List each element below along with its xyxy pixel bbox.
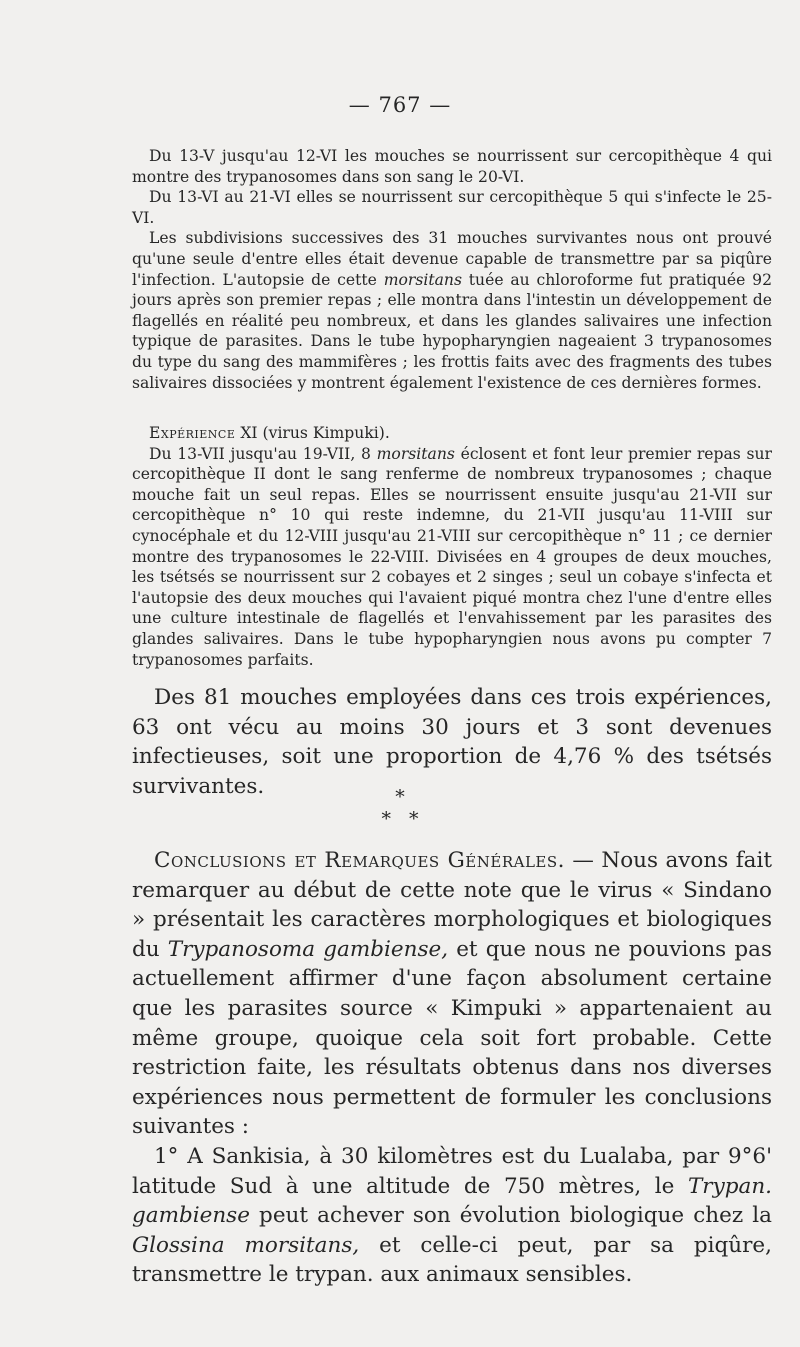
paragraph: Du 13-VII jusqu'au 19-VII, 8 morsitans éclosent et font leur premier repas sur cercopithèque II dont le sang renferme de nombreux trypanosomes ; chaque mouche fait un seul repas. Elles se nourrissent ensuite jusqu'au 21-VII sur cercopithèque n° 10 qui reste indemne, du 21-VII jusqu'au 11-VIII sur cynocéphale et du 12-VIII jusqu'au 21-VIII sur cercopithèque n° 11 ; ce dernier montre des trypanosomes le 22-VIII. Divisées en 4 groupes de deux mouches, les tsétsés se nourrissent sur 2 cobayes et 2 singes ; seul un cobaye s'infecta et l'autopsie des deux mouches qui l'avaient piqué montra chez l'une d'entre elles une culture intestinale de flagellés et l'envahissement par les parasites des glandes salivaires. Dans le tube hypopharyngien nous avons pu compter 7 trypanosomes parfaits. (132, 444, 772, 669)
conclusions-paragraph: Conclusions et Remarques Générales. — Nous avons fait remarquer au début de cette note que le virus « Sindano » présentait les caractères morphologiques et biologiques du Trypanosoma gambiense, et que nous ne pouvions pas actuellement affirmer d'une façon absolument certaine que les parasites source « Kimpuki » appartenaient au même groupe, quoique cela soit fort probable. Cette restriction faite, les résultats obtenus dans nos diverses expériences nous permettent de formuler les conclusions suivantes : (132, 848, 773, 1140)
paragraph: Du 13-VI au 21-VI elles se nourrissent sur cercopithèque 5 qui s'infecte le 25-VI. (132, 188, 772, 227)
summary-paragraph: Des 81 mouches employées dans ces trois expériences, 63 ont vécu au moins 30 jours et 3 sont devenues infectieuses, soit une proportion de 4,76 % des tsétsés survivantes. (132, 685, 772, 799)
conclusions-section (132, 846, 772, 1290)
conclusion-item-1: 1° A Sankisia, à 30 kilomètres est du Lualaba, par 9°6' latitude Sud à une altitude de 750 mètres, le Trypan. gambiense peut achever son évolution biologique chez la Glossina morsitans, et celle-ci peut, par sa piqûre, transmettre le trypan. aux animaux sensibles. (132, 1143, 772, 1288)
star-bottom: * * (381, 808, 419, 830)
star-top: * (395, 786, 405, 808)
paragraph: Du 13-V jusqu'au 12-VI les mouches se nourrissent sur cercopithèque 4 qui montre des trypanosomes dans son sang le 20-VI. (132, 147, 772, 186)
section-separator (0, 786, 800, 830)
paragraph: Les subdivisions successives des 31 mouches survivantes nous ont prouvé qu'une seule d'entre elles était devenue capable de transmettre par sa piqûre l'infection. L'autopsie de cette morsitans tuée au chloroforme fut pratiquée 92 jours après son premier repas ; elle montra dans l'intestin un développement de flagellés en réalité peu nombreux, et dans les glandes salivaires une infection typique de parasites. Dans le tube hypopharyngien nageaient 3 trypanosomes du type du sang des mammifères ; les frottis faits avec des fragments des tubes salivaires dissociées y montrent également l'existence de ces dernières formes. (132, 229, 772, 392)
experiment-x-continuation (132, 146, 772, 393)
page-number: — 767 — (348, 93, 452, 117)
experiment-xi (132, 418, 772, 670)
experiment-heading: Expérience XI (virus Kimpuki). (149, 424, 390, 442)
